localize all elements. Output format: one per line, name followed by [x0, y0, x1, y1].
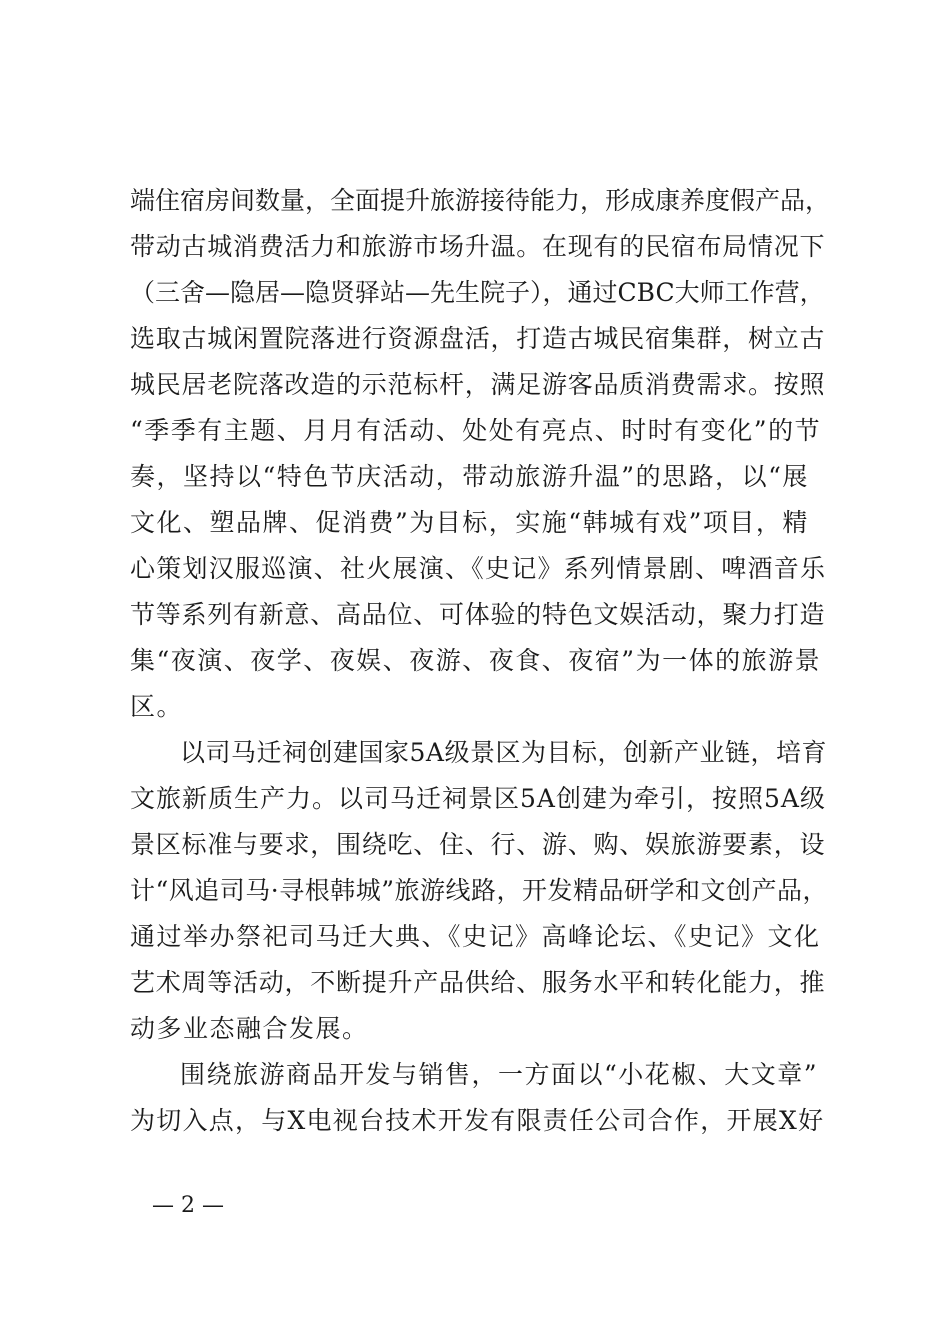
- text-line: 节等系列有新意、高品位、可体验的特色文娱活动，聚力打造: [130, 600, 826, 629]
- paragraph-first-line: 以司马迁祠创建国家5A级景区为目标，创新产业链，培育: [180, 738, 827, 767]
- text-line: 集“夜演、夜学、夜娱、夜游、夜食、夜宿”为一体的旅游景: [130, 646, 822, 675]
- text-line: 选取古城闲置院落进行资源盘活，打造古城民宿集群，树立古: [130, 324, 826, 353]
- text-line: 区。: [130, 692, 184, 721]
- text-line: 为切入点，与X电视台技术开发有限责任公司合作，开展X好: [130, 1106, 825, 1135]
- text-line: “季季有主题、月月有活动、处处有亮点、时时有变化”的节: [130, 416, 822, 445]
- text-line: 城民居老院落改造的示范标杆，满足游客品质消费需求。按照: [130, 370, 826, 399]
- text-line: 通过举办祭祀司马迁大典、《史记》高峰论坛、《史记》文化: [130, 922, 821, 951]
- text-line: （三舍—隐居—隐贤驿站—先生院子），通过CBC大师工作营，: [130, 278, 825, 307]
- text-line: 奏，坚持以“特色节庆活动，带动旅游升温”的思路，以“展: [130, 462, 809, 491]
- page-number: — 2 —: [152, 1193, 224, 1218]
- text-line: 心策划汉服巡演、社火展演、《史记》系列情景剧、啤酒音乐: [130, 554, 827, 583]
- text-line: 艺术周等活动，不断提升产品供给、服务水平和转化能力，推: [130, 968, 826, 997]
- paragraph-first-line: 围绕旅游商品开发与销售，一方面以“小花椒、大文章”: [180, 1060, 819, 1089]
- text-line: 景区标准与要求，围绕吃、住、行、游、购、娱旅游要素，设: [130, 830, 826, 859]
- text-line: 端住宿房间数量，全面提升旅游接待能力，形成康养度假产品，: [130, 186, 831, 215]
- text-line: 文化、塑品牌、促消费”为目标，实施“韩城有戏”项目，精: [130, 508, 809, 537]
- text-line: 文旅新质生产力。以司马迁祠景区5A创建为牵引，按照5A级: [130, 784, 826, 813]
- text-line: 动多业态融合发展。: [130, 1014, 369, 1043]
- text-line: 计“风追司马·寻根韩城”旅游线路，开发精品研学和文创产品，: [130, 876, 829, 905]
- body-text: [130, 178, 830, 1144]
- text-line: 带动古城消费活力和旅游市场升温。在现有的民宿布局情况下: [130, 232, 826, 261]
